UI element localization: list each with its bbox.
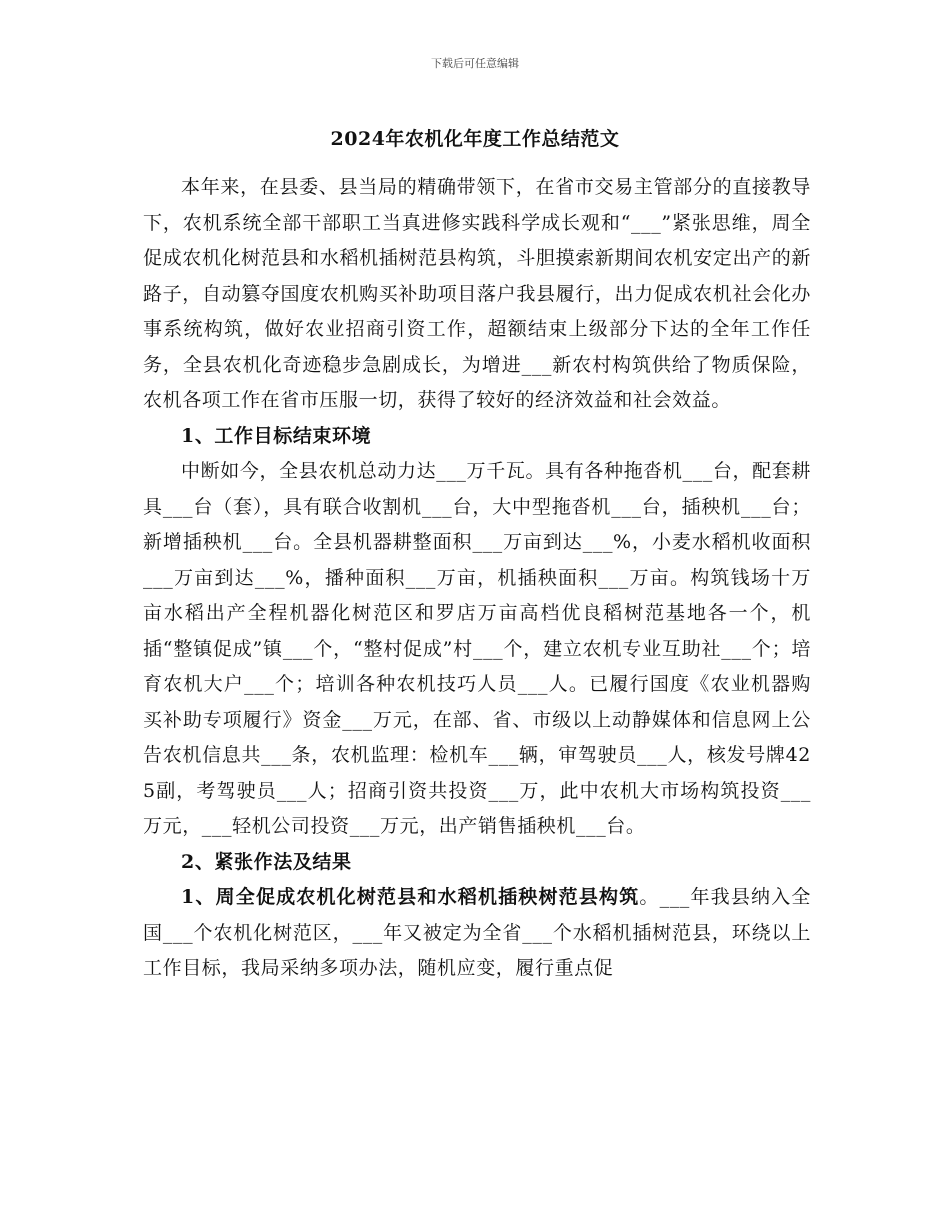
section-2-paragraph <box>143 880 811 987</box>
section-2-heading: 2、紧张作法及结果 <box>181 850 352 873</box>
document-title: 2024年农机化年度工作总结范文 <box>330 128 620 150</box>
intro-paragraph: 本年来，在县委、县当局的精确带领下，在省市交易主管部分的直接教导下，农机系统全部干部职工当真进修实践科学成长观和“___”紧张思维，周全促成农机化树范县和水稻机插树范县构筑，斗胆摸索新期间农机安定出产的新路子，自动篡夺国度农机购买补助项目落户我县履行，出力促成农机社会化办事系统构筑，做好农业招商引资工作，超额结束上级部分下达的全年工作任务，全县农机化奇迹稳步急剧成长，为增进___新农村构筑供给了物质保险，农机各项工作在省市压服一切，获得了较好的经济效益和社会效益。 <box>143 176 811 411</box>
section-2-text: 。___年我县纳入全国___个农机化树范区，___年又被定为全省___个水稻机插树范县，环绕以上工作目标，我局采纳多项办法，随机应变，履行重点促 <box>143 886 811 979</box>
document-body <box>143 170 811 987</box>
section-1-heading: 1、工作目标结束环境 <box>181 424 372 447</box>
section-2-lead: 1、周全促成农机化树范县和水稻机插秧树范县构筑 <box>181 886 640 908</box>
section-1-paragraph: 中断如今，全县农机总动力达___万千瓦。具有各种拖沓机___台，配套耕具___台（套），具有联合收割机___台，大中型拖沓机___台，插秧机___台；新增插秧机___台。全县机器耕整面积___万亩到达___%，小麦水稻机收面积___万亩到达___%，播种面积___万亩，机插秧面积___万亩。构筑钱场十万亩水稻出产全程机器化树范区和罗店万亩高档优良稻树范基地各一个，机插“整镇促成”镇___个，“整村促成”村___个，建立农机专业互助社___个；培育农机大户___个；培训各种农机技巧人员___人。已履行国度《农业机器购买补助专项履行》资金___万元，在部、省、市级以上动静媒体和信息网上公告农机信息共___条，农机监理：检机车___辆，审驾驶员___人，核发号牌425副，考驾驶员___人；招商引资共投资___万，此中农机大市场构筑投资___万元，___轻机公司投资___万元，出产销售插秧机___台。 <box>143 460 811 837</box>
page-header-note: 下载后可任意编辑 <box>431 57 519 70</box>
